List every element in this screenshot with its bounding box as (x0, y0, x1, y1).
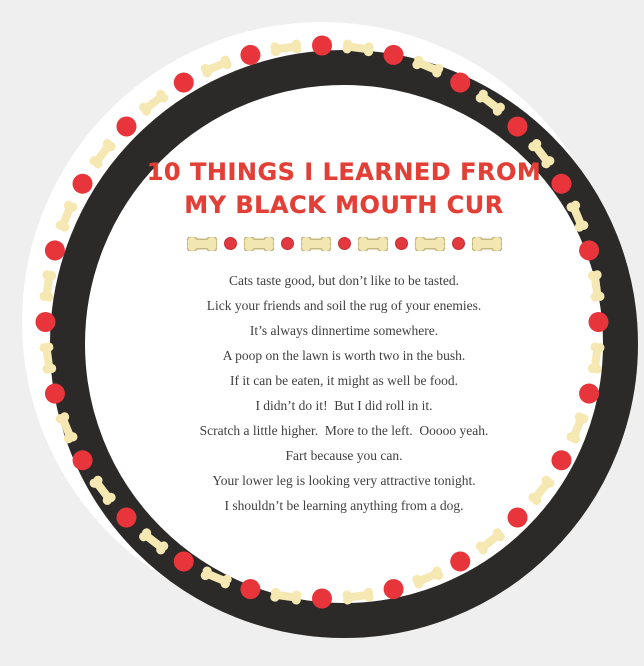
quote-line: A poop on the lawn is worth two in the bush. (222, 348, 466, 363)
divider-dot-icon (281, 237, 294, 250)
divider-dot-icon (338, 237, 351, 250)
quote-list (94, 268, 594, 518)
divider-bone-icon (472, 237, 502, 251)
ring-bone-icon (39, 341, 57, 375)
quote-line: I shouldn’t be learning anything from a dog. (224, 498, 464, 513)
ring-dot-ornament (69, 170, 96, 197)
ring-bone-icon (39, 269, 57, 303)
ring-dot-ornament (43, 381, 67, 405)
title-line-2: MY BLACK MOUTH CUR (184, 191, 504, 219)
divider-bone-icon (301, 237, 331, 251)
ring-dot-ornament (69, 447, 96, 474)
quote-line: Fart because you can. (285, 448, 403, 463)
quote-line: Scratch a little higher. More to the left. Ooooo yeah. (199, 423, 489, 438)
divider-bone-icon (187, 237, 217, 251)
quote-line: Your lower leg is looking very attractive tonight. (212, 473, 476, 488)
divider-bone-icon (415, 237, 445, 251)
divider-dot-icon (395, 237, 408, 250)
round-sticker (22, 22, 622, 622)
ring-dot-ornament (36, 312, 56, 332)
quote-line: It’s always dinnertime somewhere. (249, 323, 439, 338)
quote-line: Cats taste good, but don’t like to be tasted. (229, 273, 459, 288)
ring-bone-icon (54, 199, 79, 234)
divider-dot-icon (452, 237, 465, 250)
ring-bone-icon (54, 410, 79, 445)
quote-line: If it can be eaten, it might as well be food. (230, 373, 458, 388)
divider-bone-icon (244, 237, 274, 251)
sticker-title (94, 156, 594, 222)
quote-line: I didn’t do it! But I did roll in it. (255, 398, 433, 413)
bone-dot-divider (94, 236, 594, 251)
sticker-content (94, 22, 594, 666)
title-line-1: 10 THINGS I LEARNED FROM (146, 158, 542, 186)
ring-dot-ornament (43, 238, 67, 262)
divider-dot-icon (224, 237, 237, 250)
divider-bone-icon (358, 237, 388, 251)
quote-line: Lick your friends and soil the rug of your enemies. (206, 298, 482, 313)
